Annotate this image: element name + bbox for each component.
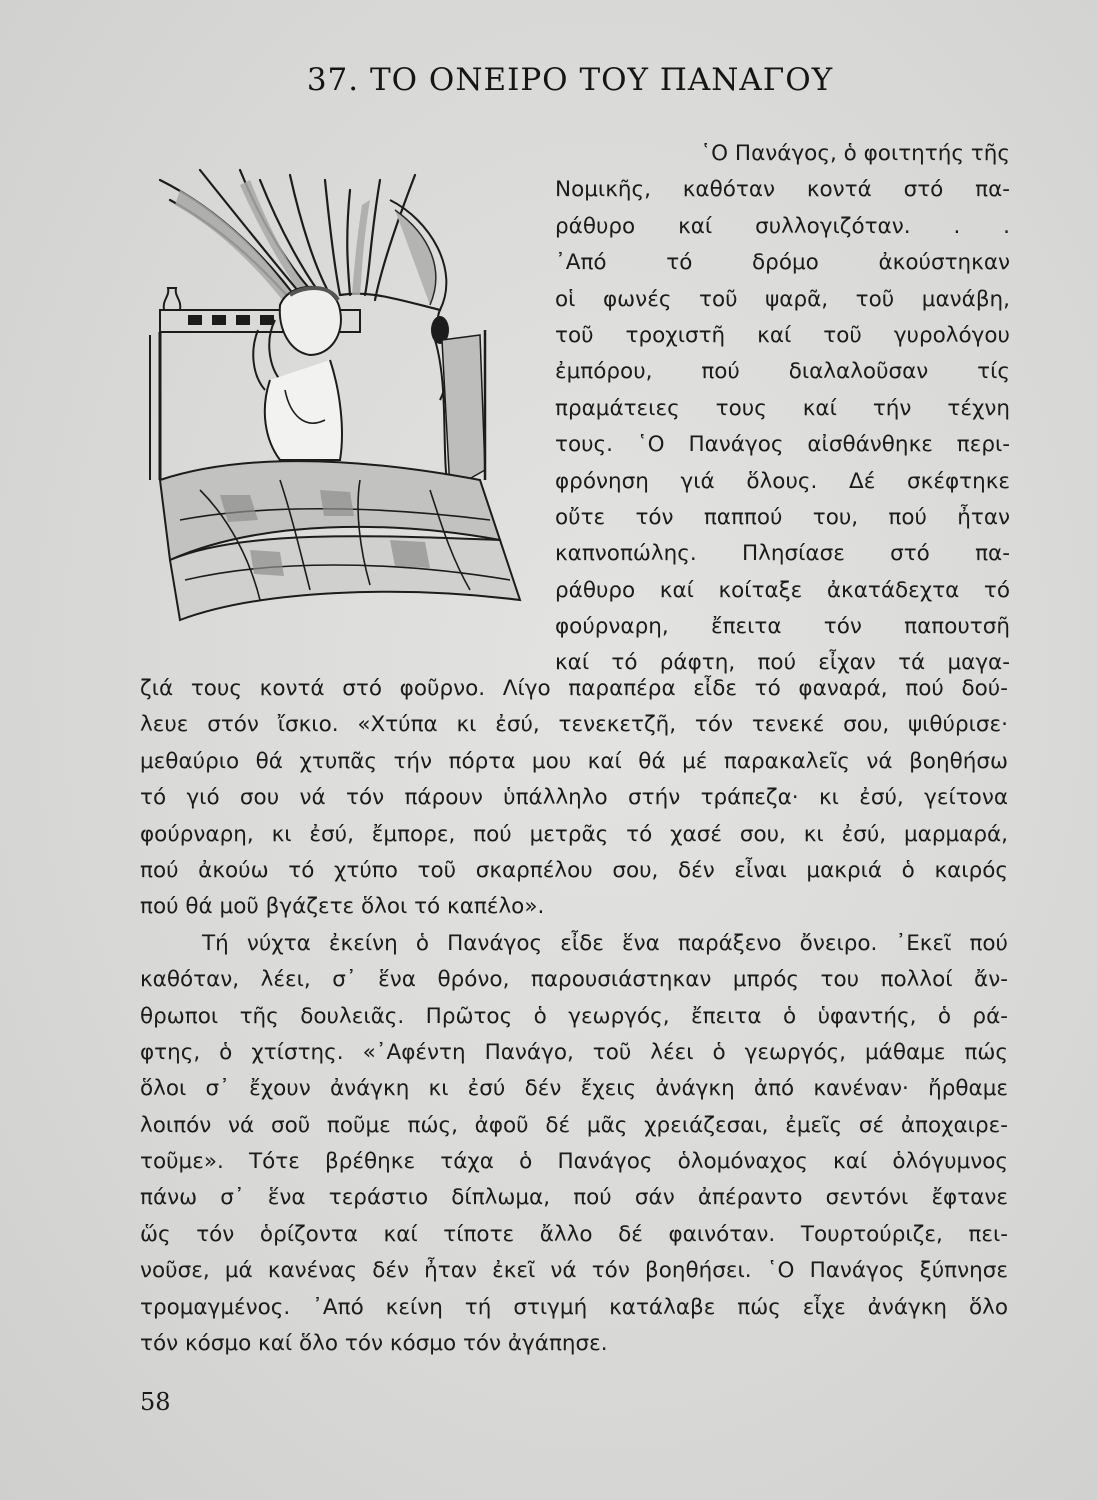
- text-line: φούρναρη, κι ἐσύ, ἔμπορε, πού μετρᾶς τό χασέ σου, κι ἐσύ, μαρμαρά,: [140, 821, 1008, 847]
- wrapped-paragraph: [555, 136, 1010, 682]
- text-line: λοιπόν νά σοῦ ποῦμε πώς, ἀφοῦ δέ μᾶς χρειάζεσαι, ἐμεῖς σέ ἀποχαιρε-: [140, 1112, 1008, 1138]
- text-line: τόν κόσμο καί ὅλο τόν κόσμο τόν ἀγάπησε.: [140, 1331, 608, 1357]
- text-line: Τή νύχτα ἐκείνη ὁ Πανάγος εἶδε ἕνα παράξενο ὄνειρο. ᾿Εκεῖ πού: [202, 930, 1008, 956]
- text-line: πού ἀκούω τό χτύπο τοῦ σκαρπέλου σου, δέν εἶναι μακριά ὁ καιρός: [140, 857, 1008, 883]
- window-scene-illustration: [140, 160, 540, 630]
- text-line: ῾Ο Πανάγος, ὁ φοιτητής τῆς: [700, 141, 1010, 166]
- text-line: ὥς τόν ὁρίζοντα καί τίποτε ἄλλο δέ φαινόταν. Τουρτούριζε, πει-: [140, 1221, 1008, 1247]
- text-line: τους. ῾Ο Πανάγος αἰσθάνθηκε περι-: [555, 432, 1010, 458]
- text-line: καθόταν, λέει, σ᾿ ἕνα θρόνο, παρουσιάστηκαν μπρός του πολλοί ἄν-: [140, 967, 1008, 993]
- text-line: ἐμπόρου, πού διαλαλοῦσαν τίς: [555, 359, 1010, 385]
- text-line: ὅλοι σ᾿ ἔχουν ἀνάγκη κι ἐσύ δέν ἔχεις ἀνάγκη ἀπό κανέναν· ἤρθαμε: [140, 1076, 1008, 1102]
- text-line: φούρναρη, ἔπειτα τόν παπουτσῆ: [555, 614, 1010, 640]
- text-line: ᾿Από τό δρόμο ἀκούστηκαν: [555, 250, 1010, 276]
- text-line: νοῦσε, μά κανένας δέν ἦταν ἐκεῖ νά τόν βοηθήσει. ῾Ο Πανάγος ξύπνησε: [140, 1258, 1008, 1284]
- text-line: θρωποι τῆς δουλειᾶς. Πρῶτος ὁ γεωργός, ἔπειτα ὁ ὑφαντής, ὁ ρά-: [140, 1003, 1008, 1029]
- text-line: λευε στόν ἴσκιο. «Χτύπα κι ἐσύ, τενεκετζῆ, τόν τενεκέ σου, ψιθύρισε·: [140, 712, 1008, 738]
- full-width-text: [140, 671, 1008, 1362]
- text-line: φτης, ὁ χτίστης. «᾿Αφέντη Πανάγο, τοῦ λέει ὁ γεωργός, μάθαμε πώς: [140, 1039, 1008, 1065]
- text-line: καπνοπώλης. Πλησίασε στό πα-: [555, 541, 1010, 567]
- text-line: πού θά μοῦ βγάζετε ὅλοι τό καπέλο».: [140, 894, 545, 920]
- text-line: οἱ φωνές τοῦ ψαρᾶ, τοῦ μανάβη,: [555, 286, 1010, 312]
- page-number: 58: [140, 1388, 171, 1416]
- text-line: πραμάτειες τους καί τήν τέχνη: [555, 395, 1010, 421]
- text-line: τοῦ τροχιστῆ καί τοῦ γυρολόγου: [555, 322, 1010, 348]
- text-line: οὔτε τόν παππού του, πού ἦταν: [555, 504, 1010, 530]
- text-line: τοῦμε». Τότε βρέθηκε τάχα ὁ Πανάγος ὁλομόναχος καί ὁλόγυμνος: [140, 1149, 1008, 1175]
- text-line: καί τό ράφτη, πού εἶχαν τά μαγα-: [555, 650, 1010, 676]
- text-line: φρόνηση γιά ὅλους. Δέ σκέφτηκε: [555, 468, 1010, 494]
- text-line: τό γιό σου νά τόν πάρουν ὑπάλληλο στήν τράπεζα· κι ἐσύ, γείτονα: [140, 785, 1008, 811]
- text-line: μεθαύριο θά χτυπᾶς τήν πόρτα μου καί θά μέ παρακαλεῖς νά βοηθήσω: [140, 748, 1008, 774]
- chapter-title: 37. ΤΟ ΟΝΕΙΡΟ ΤΟΥ ΠΑΝΑΓΟΥ: [306, 62, 834, 98]
- text-line: πάνω σ᾿ ἕνα τεράστιο δίπλωμα, πού σάν ἀπέραντο σεντόνι ἔφτανε: [140, 1185, 1008, 1211]
- text-line: Νομικῆς, καθόταν κοντά στό πα-: [555, 177, 1010, 203]
- text-line: ράθυρο καί συλλογιζόταν. . .: [555, 213, 1010, 239]
- text-line: τρομαγμένος. ᾿Από κείνη τή στιγμή κατάλαβε πώς εἶχε ἀνάγκη ὅλο: [140, 1294, 1008, 1320]
- text-line: ζιά τους κοντά στό φοῦρνο. Λίγο παραπέρα εἶδε τό φαναρά, πού δού-: [140, 676, 1008, 701]
- text-line: ράθυρο καί κοίταξε ἀκατάδεχτα τό: [555, 577, 1010, 603]
